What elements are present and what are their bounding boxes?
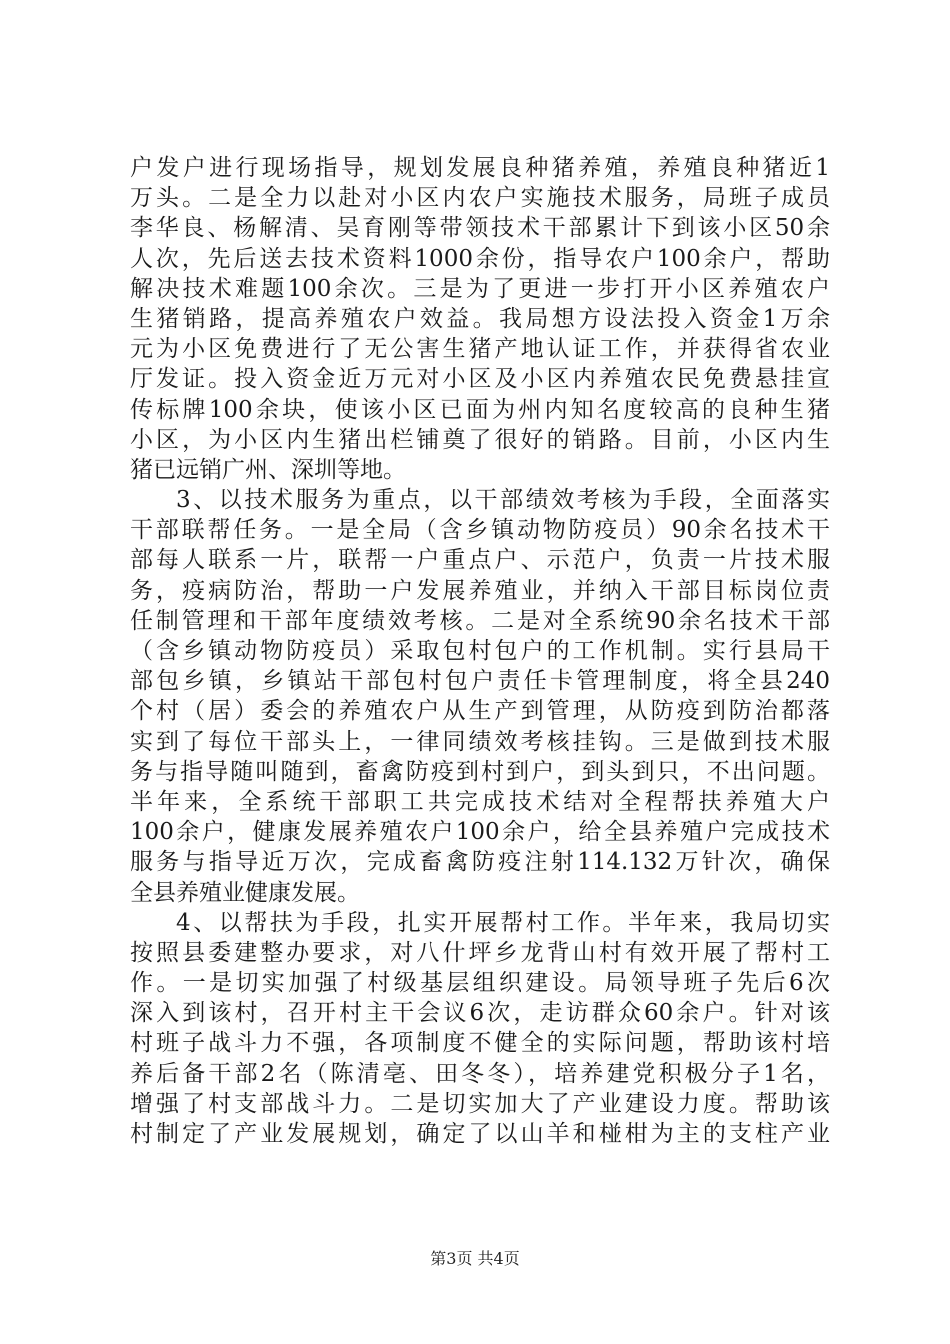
text-line: 村班子战斗力不强，各项制度不健全的实际问题，帮助该村培 — [130, 1030, 830, 1057]
text-line: 干部联帮任务。一是全局（含乡镇动物防疫员）90余名技术干 — [130, 517, 830, 544]
text-line: 服务与指导近万次，完成畜禽防疫注射114.132万针次，确保 — [130, 849, 830, 876]
paragraph-start-line: 4、以帮扶为手段，扎实开展帮村工作。半年来，我局切实 — [176, 909, 830, 936]
page-number-footer: 第3页 共4页 — [430, 1249, 520, 1268]
text-line: 务，疫病防治，帮助一户发展养殖业，并纳入干部目标岗位责 — [130, 577, 830, 604]
text-line: 养后备干部2名（陈清亳、田冬冬），培养建党积极分子1名， — [130, 1060, 830, 1087]
text-line: 解决技术难题100余次。三是为了更进一步打开小区养殖农户 — [130, 275, 830, 302]
text-line: 户发户进行现场指导，规划发展良种猪养殖，养殖良种猪近1 — [130, 155, 830, 181]
text-line: 个村（居）委会的养殖农户从生产到管理，从防疫到防治都落 — [130, 698, 830, 725]
text-line: 作。一是切实加强了村级基层组织建设。局领导班子先后6次 — [130, 970, 830, 997]
text-line: 万头。二是全力以赴对小区内农户实施技术服务，局班子成员 — [130, 185, 830, 212]
paragraph-end-line: 猪已远销广州、深圳等地。 — [130, 456, 406, 483]
text-line: 实到了每位干部头上，一律同绩效考核挂钩。三是做到技术服 — [130, 728, 830, 755]
document-body — [130, 153, 830, 1149]
text-line: （含乡镇动物防疫员）采取包村包户的工作机制。实行县局干 — [130, 638, 830, 664]
text-line: 半年来，全系统干部职工共完成技术结对全程帮扶养殖大户 — [130, 788, 830, 815]
text-line: 部每人联系一片，联帮一户重点户、示范户，负责一片技术服 — [130, 547, 830, 574]
text-line: 部包乡镇，乡镇站干部包村包户责任卡管理制度，将全县240 — [130, 668, 830, 695]
text-line: 小区，为小区内生猪出栏铺奠了很好的销路。目前，小区内生 — [130, 426, 830, 453]
text-line: 村制定了产业发展规划，确定了以山羊和椪柑为主的支柱产业 — [130, 1121, 830, 1147]
text-line: 生猪销路，提高养殖农户效益。我局想方设法投入资金1万余 — [130, 305, 830, 332]
paragraph-start-line: 3、以技术服务为重点，以干部绩效考核为手段，全面落实 — [176, 487, 830, 514]
text-line: 任制管理和干部年度绩效考核。二是对全系统90余名技术干部 — [130, 607, 830, 634]
text-line: 增强了村支部战斗力。二是切实加大了产业建设力度。帮助该 — [130, 1090, 830, 1117]
text-line: 传标牌100余块，使该小区已面为州内知名度较高的良种生猪 — [130, 396, 830, 423]
text-line: 按照县委建整办要求，对八什坪乡龙背山村有效开展了帮村工 — [130, 939, 830, 966]
text-line: 深入到该村，召开村主干会议6次，走访群众60余户。针对该 — [130, 1000, 830, 1027]
text-line: 李华良、杨解清、吴育刚等带领技术干部累计下到该小区50余 — [130, 215, 830, 242]
text-line: 务与指导随叫随到，畜禽防疫到村到户，到头到只，不出问题。 — [130, 758, 830, 785]
paragraph-end-line: 全县养殖业健康发展。 — [130, 879, 360, 906]
text-line: 人次，先后送去技术资料1000余份，指导农户100余户，帮助 — [130, 245, 830, 272]
text-line: 100余户，健康发展养殖农户100余户，给全县养殖户完成技术 — [130, 819, 830, 846]
text-line: 厅发证。投入资金近万元对小区及小区内养殖农民免费悬挂宣 — [130, 366, 830, 393]
text-line: 元为小区免费进行了无公害生猪产地认证工作，并获得省农业 — [130, 336, 830, 363]
